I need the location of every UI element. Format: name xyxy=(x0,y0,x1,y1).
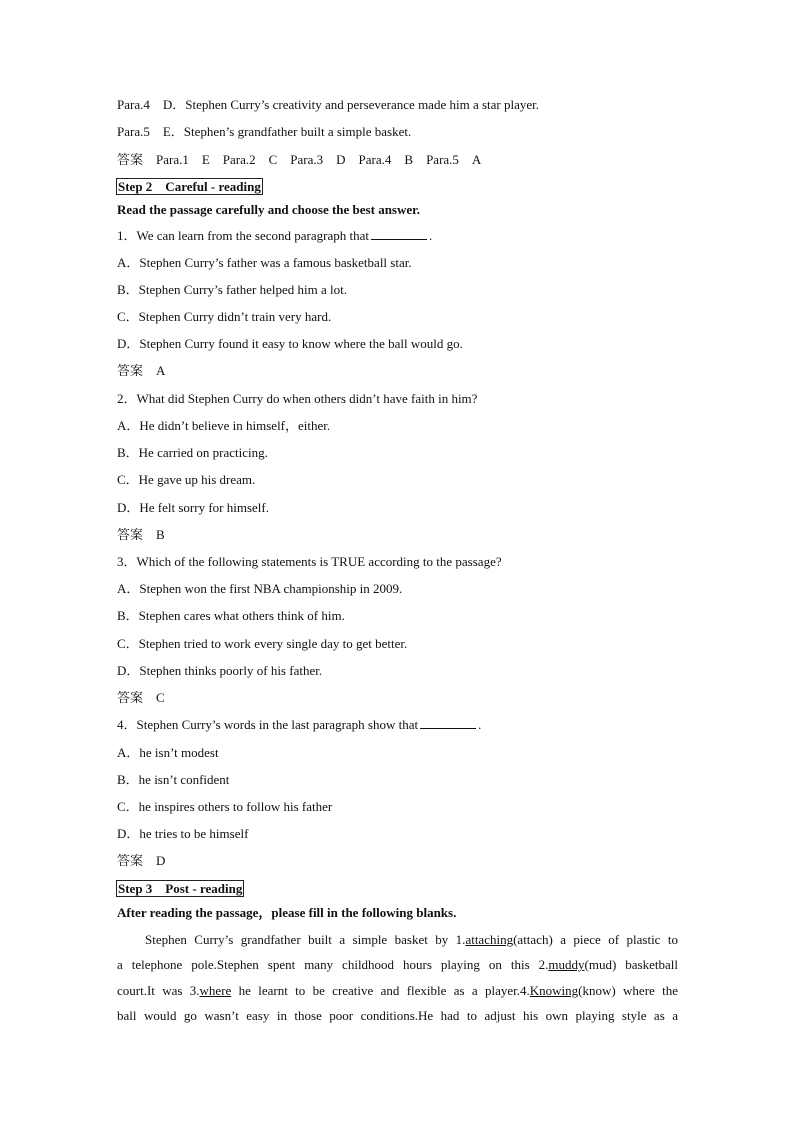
answer-line: 答案 B xyxy=(117,527,165,542)
option: B．he isn’t confident xyxy=(117,772,230,787)
filled-answer: where xyxy=(199,982,232,998)
paragraph-line: a telephone pole.Stephen spent many childhood hours playing on this 2.muddy(mud) basketball xyxy=(117,957,678,973)
answer-line: 答案 A xyxy=(117,363,166,378)
answer-line: 答案 C xyxy=(117,690,165,705)
option: C．He gave up his dream. xyxy=(117,472,256,487)
question-text: 1．We can learn from the second paragraph that xyxy=(117,228,369,243)
step2-instruction: Read the passage carefully and choose the best answer. xyxy=(117,202,420,217)
option: B．Stephen cares what others think of him. xyxy=(117,608,345,623)
option: A．Stephen Curry’s father was a famous basketball star. xyxy=(117,255,412,270)
paragraph-line: Stephen Curry’s grandfather built a simple basket by 1.attaching(attach) a piece of plastic to xyxy=(145,932,678,947)
option: C．he inspires others to follow his father xyxy=(117,799,333,814)
filled-answer: muddy xyxy=(548,957,585,973)
option: D．He felt sorry for himself. xyxy=(117,500,269,515)
question-text: 4．Stephen Curry’s words in the last paragraph show that xyxy=(117,717,419,732)
step3-heading: Step 3 Post - reading xyxy=(118,881,243,896)
fill-in-paragraph xyxy=(117,932,678,1033)
option: C．Stephen Curry didn’t train very hard. xyxy=(117,309,332,324)
answer-blank xyxy=(371,228,427,240)
option: B．He carried on practicing. xyxy=(117,445,268,460)
answer-blank xyxy=(420,717,476,729)
option: D．he tries to be himself xyxy=(117,826,249,841)
filled-answer: Knowing xyxy=(529,982,579,998)
answer-line: 答案 Para.1 E Para.2 C Para.3 D Para.4 B Para.5 A xyxy=(117,152,482,167)
paragraph-line: ball would go wasn’t easy in those poor conditions.He had to adjust his own playing style as a xyxy=(117,1007,678,1023)
option: A．he isn’t modest xyxy=(117,745,219,760)
question-stem: 2．What did Stephen Curry do when others didn’t have faith in him? xyxy=(117,391,478,406)
question-stem: 4．Stephen Curry’s words in the last paragraph show that . xyxy=(117,717,482,732)
step2-heading: Step 2 Careful - reading xyxy=(118,179,261,194)
option: D．Stephen thinks poorly of his father. xyxy=(117,663,323,678)
match-item: Para.4 D．Stephen Curry’s creativity and perseverance made him a star player. xyxy=(117,97,539,112)
paragraph-line: court.It was 3.where he learnt to be creative and flexible as a player.4.Knowing(know) where the xyxy=(117,982,679,998)
filled-answer: attaching xyxy=(465,932,514,947)
option: A．He didn’t believe in himself，either. xyxy=(117,418,331,433)
option: C．Stephen tried to work every single day to get better. xyxy=(117,636,408,651)
question-stem: 1．We can learn from the second paragraph that . xyxy=(117,228,433,243)
option: B．Stephen Curry’s father helped him a lot. xyxy=(117,282,347,297)
step3-instruction: After reading the passage，please fill in the following blanks. xyxy=(117,905,457,920)
question-stem: 3．Which of the following statements is TRUE according to the passage? xyxy=(117,554,502,569)
match-item: Para.5 E．Stephen’s grandfather built a simple basket. xyxy=(117,124,412,139)
option: D．Stephen Curry found it easy to know where the ball would go. xyxy=(117,336,463,351)
answer-line: 答案 D xyxy=(117,853,166,868)
option: A．Stephen won the first NBA championship in 2009. xyxy=(117,581,403,596)
